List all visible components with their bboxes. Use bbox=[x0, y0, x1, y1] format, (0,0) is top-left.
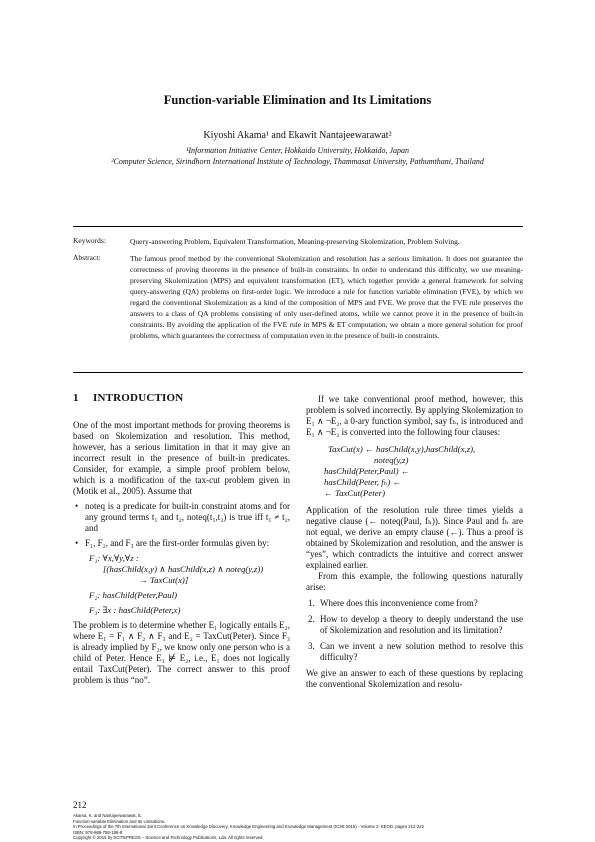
clause-4: ← TaxCut(Peter) bbox=[324, 488, 386, 498]
affiliation-1: ¹Information Initiative Center, Hokkaido University, Hokkaido, Japan bbox=[185, 146, 410, 155]
footer-line-1: Akama, K. and Nantajeewarawat, E. bbox=[73, 813, 143, 818]
formula-block bbox=[89, 553, 290, 616]
question-list bbox=[306, 598, 523, 663]
page-number: 212 bbox=[73, 800, 87, 810]
right-paragraph-1: If we take conventional proof method, however, this problem is solved incorrectly. By applying Skolemization to E₁ ∧ ¬E₂, a 0-ary function symbol, say fₕ, is introduced and E₁ ∧ ¬E₂ is converted into the following four clauses: bbox=[306, 394, 523, 437]
clause-3: hasChild(Peter, fₕ) ← bbox=[324, 477, 402, 487]
question-text-3: Can we invent a new solution method to resolve this difficulty? bbox=[320, 641, 523, 662]
section-number: 1 bbox=[73, 392, 79, 404]
bullet-text-1: noteq is a predicate for built-in constraint atoms and for any ground terms t₁ and t₂, noteq(t₁,t₂) is true iff t₁ ≠ t₂, and bbox=[85, 501, 290, 533]
right-paragraph-3: From this example, the following questions naturally arise: bbox=[306, 571, 523, 592]
footer-line-4: ISBN: 978-989-758-158-8 bbox=[73, 829, 123, 835]
clause-block bbox=[324, 444, 523, 499]
right-paragraph-4: We give an answer to each of these questions by replacing the conventional Skolemization and resolu- bbox=[306, 668, 523, 689]
left-column bbox=[73, 420, 290, 686]
abstract-text: The famous proof method by the conventional Skolemization and resolution has a serious limitation. It does not guarantee the correctness of proving theorems in the presence of built-in constraints. In order to understand this difficulty, we use meaning-preserving Skolemization (MPS) and equivalent transformation (ET), which together provide a general framework for solving query-answering (QA) problems on first-order logic. We introduce a rule for function variable elimination (FVE), by which we regard the conventional Skolemization as a kind of the composition of MPS and FVE. We prove that the FVE rule preserves the answers to a class of QA problems consisting of only user-defined atoms, while we cannot prove it in the presence of built-in constraints. By avoiding the application of the FVE rule in MPS & ET computation, we obtain a more general solution for proof problems, which guarantees the correctness of computation even in the presence of built-in constraints. bbox=[130, 254, 523, 340]
section-title: INTRODUCTION bbox=[93, 392, 184, 404]
divider-top bbox=[73, 226, 523, 227]
formula-f1-line-1: F₁: ∀x,∀y,∀z : bbox=[89, 553, 139, 563]
clause-1-line-2: noteq(y,z) bbox=[374, 455, 409, 465]
left-paragraph-2: The problem is to determine whether E₁ logically entails E₂, where E₁ = F₁ ∧ F₂ ∧ F₃ and E₂ = TaxCut(Peter). Since F₃ is already implied by F₂, we know only one person who is a child of Peter. Hence E₁ ⊭ E₂, i.e., E₁ does not logically entail TaxCut(Peter). The correct answer to this proof problem is thus “no”. bbox=[73, 620, 290, 685]
abstract-label: Abstract: bbox=[73, 253, 101, 262]
question-item-2: 2. How to develop a theory to deeply understand the use of Skolemization and resolution and its limitation? bbox=[308, 614, 523, 635]
bullet-icon: • bbox=[75, 501, 79, 511]
footer-line-3: In Proceedings of the 7th International Joint Conference on Knowledge Discovery, Knowledge Engineering and Knowledge Management (IC3K 2015) - Volume 2: KEOD, pages 212-222 bbox=[73, 824, 425, 830]
divider-bottom bbox=[73, 372, 523, 373]
right-column bbox=[306, 394, 523, 690]
formula-f3: F₃: ∃x : hasChild(Peter,x) bbox=[89, 605, 181, 615]
formula-f1-line-2: [(hasChild(x,y) ∧ hasChild(x,z) ∧ noteq(y,z)) bbox=[103, 564, 264, 574]
bullet-item-2 bbox=[73, 538, 290, 549]
question-text-2: How to develop a theory to deeply understand the use of Skolemization and resolution and its limitation? bbox=[320, 614, 523, 635]
question-item-3: 3. Can we invent a new solution method to resolve this difficulty? bbox=[308, 641, 523, 662]
bullet-icon: • bbox=[75, 538, 79, 548]
paper-title: Function-variable Elimination and Its Limitations bbox=[163, 93, 432, 107]
formula-f1-line-3: → TaxCut(x)] bbox=[139, 575, 189, 585]
bullet-text-2: F₁, F₂, and F₃ are the first-order formulas given by: bbox=[85, 538, 270, 548]
footer-line-2: Function-variable Elimination and Its Limitations. bbox=[73, 818, 166, 824]
left-paragraph-1: One of the most important methods for proving theorems is based on Skolemization and resolution. This method, however, has a serious limitation in that it may give an incorrect result in the presence of built-in predicates. Consider, for example, a simple proof problem below, which is a modification of the tax-cut problem given in (Motik et al., 2005). Assume that bbox=[73, 420, 290, 496]
authors-line: Kiyoshi Akama¹ and Ekawit Nantajeewarawat² bbox=[203, 130, 392, 141]
footer-line-5: Copyright © 2015 by SCITEPRESS – Science and Technology Publications, Lda. All rights reserved bbox=[73, 835, 263, 841]
keywords-text: Query-answering Problem, Equivalent Transformation, Meaning-preserving Skolemization, Problem Solving. bbox=[130, 237, 460, 246]
clause-2: hasChild(Peter,Paul) ← bbox=[324, 466, 410, 476]
keywords-label: Keywords: bbox=[73, 236, 106, 245]
citation-footer bbox=[73, 813, 523, 841]
formula-f2: F₂: hasChild(Peter,Paul) bbox=[89, 590, 178, 600]
bullet-item-1 bbox=[73, 501, 290, 534]
question-text-1: Where does this inconvenience come from? bbox=[320, 598, 478, 608]
question-item-1: 1. Where does this inconvenience come from? bbox=[308, 598, 478, 608]
section-heading bbox=[73, 392, 183, 404]
clause-1-line-1: TaxCut(x) ← hasChild(x,y),hasChild(x,z), bbox=[328, 444, 476, 454]
right-paragraph-2: Application of the resolution rule three times yields a negative clause (← noteq(Paul, fₕ)). Since Paul and fₕ are not equal, we derive an empty clause (←). Thus a proof is obtained by Skolemization and resolution, and the answer is “yes”, which contradicts the intuitive and correct answer explained earlier. bbox=[306, 505, 523, 570]
affiliation-2: ²Computer Science, Sirindhorn International Institute of Technology, Thammasat University, Pathumthani, Thailand bbox=[111, 157, 484, 166]
